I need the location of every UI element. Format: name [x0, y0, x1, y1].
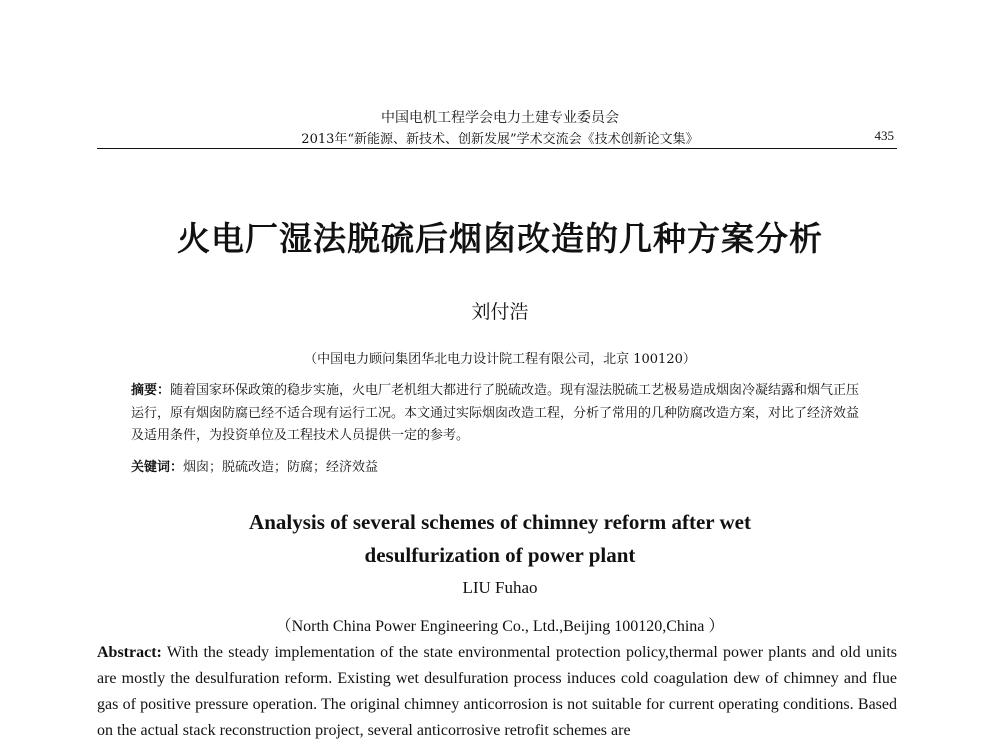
paper-title-english-line2: desulfurization of power plant: [364, 543, 636, 567]
keywords-chinese-label: 关键词：: [131, 460, 184, 475]
abstract-chinese-text: 随着国家环保政策的稳步实施，火电厂老机组大都进行了脱硫改造。现有湿法脱硫工艺极易造成烟囱冷凝结露和烟气正压运行，原有烟囱防腐已经不适合现有运行工况。本文通过实际烟囱改造工程，分析了常用的几种防腐改造方案，对比了经济效益及适用条件，为投资单位及工程技术人员提供一定的参考。: [131, 383, 860, 443]
paper-title-english-line1: Analysis of several schemes of chimney reform after wet: [249, 510, 751, 534]
keywords-chinese: [131, 458, 871, 478]
abstract-chinese-label: 摘要：: [131, 383, 171, 398]
keywords-chinese-text: 烟囱；脱硫改造；防腐；经济效益: [183, 460, 379, 475]
header-rule: [97, 148, 897, 149]
affiliation-chinese: （中国电力顾问集团华北电力设计院工程有限公司，北京 100120）: [304, 352, 696, 367]
affiliation-english: （North China Power Engineering Co., Ltd.,Beijing 100120,China ）: [275, 618, 725, 635]
paper-title-chinese: 火电厂湿法脱硫后烟囱改造的几种方案分析: [177, 219, 823, 258]
page-number: 435: [874, 128, 894, 143]
abstract-english: [97, 640, 897, 744]
author-chinese: 刘付浩: [471, 301, 529, 323]
journal-header-line2: 2013年“新能源、新技术、创新发展”学术交流会《技术创新论文集》: [301, 132, 699, 147]
journal-header-line1: 中国电机工程学会电力土建专业委员会: [381, 110, 619, 126]
abstract-english-label: Abstract:: [97, 644, 162, 661]
author-english: LIU Fuhao: [462, 578, 538, 597]
abstract-chinese: [131, 380, 871, 448]
abstract-english-text: With the steady implementation of the state environmental protection policy,thermal power plants and old units are mostly the desulfuration reform. Existing wet desulfuration process induces cold coagulation dew of chimney and flue gas of positive pressure operation. The original chimney anticorrosion is not suitable for current operating conditions. Based on the actual stack reconstruction project, several anticorrosive retrofit schemes are: [97, 644, 897, 739]
paper-title-english: [0, 506, 1000, 572]
